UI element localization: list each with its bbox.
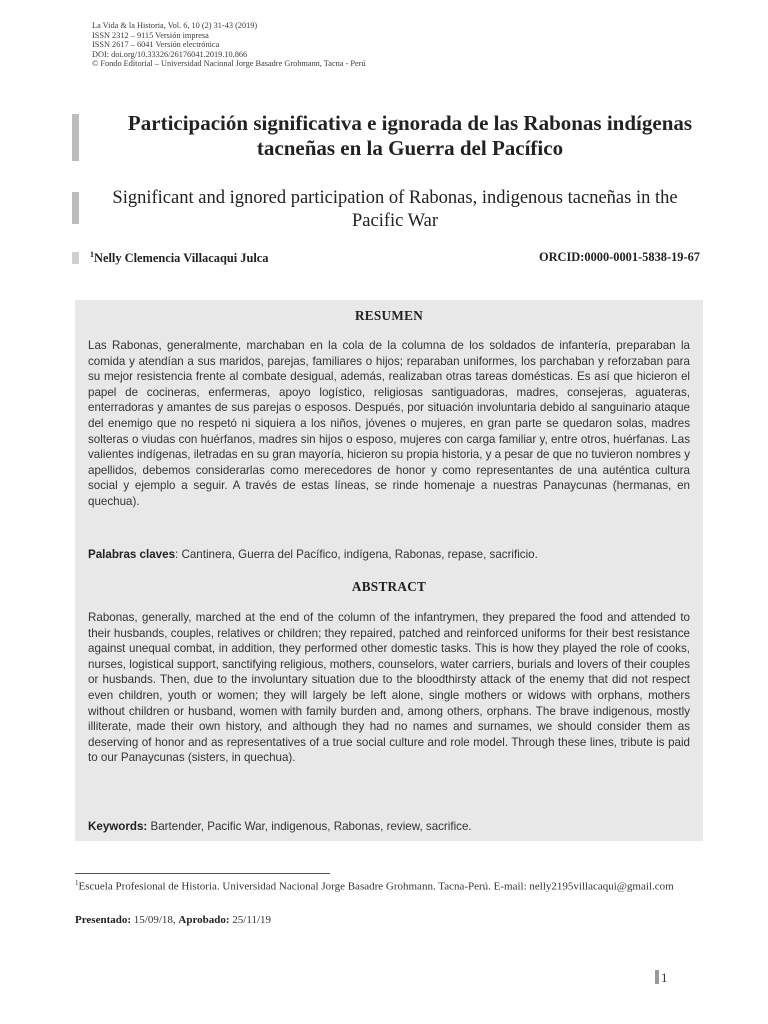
presented-label: Presentado: [75, 914, 132, 926]
page-number-block [655, 970, 668, 988]
page-number: 1 [661, 970, 668, 985]
resumen-keywords-list: : Cantinera, Guerra del Pacífico, indígena, Rabonas, repase, sacrificio. [175, 548, 538, 561]
abstract-box [75, 300, 703, 841]
abstract-heading: ABSTRACT [351, 579, 427, 594]
footnote [75, 877, 695, 894]
approved-date: 25/11/19 [229, 914, 272, 926]
footnote-text: Escuela Profesional de Historia. Universidad Nacional Jorge Basadre Grohmann. Tacna-Perú. E-mail: nelly2195villacaqui@gmail.com [78, 880, 674, 893]
resumen-heading: RESUMEN [354, 308, 424, 323]
page-number-mark [655, 970, 659, 984]
abstract-keywords-label: Keywords: [88, 820, 148, 833]
issn-electronic: ISSN 2617 – 6041 Versión electrónica [92, 40, 220, 50]
title-es-accent-bar [72, 114, 79, 161]
footnote-marker: 1 [75, 879, 79, 887]
abstract-keywords-list: Bartender, Pacific War, indigenous, Rabonas, review, sacrifice. [147, 820, 472, 833]
author-name: Nelly Clemencia Villacaqui Julca [94, 251, 269, 266]
abstract-text: Rabonas, generally, marched at the end of the column of the infantrymen, they prepared the food and attended to their husbands, couples, relatives or children; they repaired, patched and reinforced uniforms for their best resistance against unequal combat, in addition, they performed other domestic tasks. This is how they played the role of cooks, nurses, logistical support, sanctifying religious, mothers, counselors, water carriers, burials and lovers of their couples or husbands. Then, due to the involuntary situation due to the bloodthirsty attack of the enemy that did not respect even children, youth or women; they will largely be left alone, single mothers or widows with orphans, mothers without children or husband, women with family burden and, among others, orphans. The brave indigenous, mostly illiterate, made their own history, and although they had no names and surnames, we should consider them as deserving of honor and as representatives of a true social culture and role model. Through these lines, tribute is paid to our Panaycunas (sisters, in quechua). [88, 611, 690, 765]
title-english: Significant and ignored participation of Rabonas, indigenous tacneñas in the Pacific War [112, 188, 678, 231]
author-footnote-marker: 1 [90, 250, 94, 259]
title-spanish: Participación significativa e ignorada de las Rabonas indígenas tacneñas en la Guerra del Pacífico [127, 111, 693, 160]
approved-label: Aprobado: [178, 914, 230, 926]
author-name-block [90, 250, 269, 266]
resumen-text: Las Rabonas, generalmente, marchaban en la cola de la columna de los soldados de infantería, preparaban la comida y atendían a sus maridos, parejas, familiares o hijos; reparaban uniformes, los parchaban y reforzaban para su mejor resistencia frente al combate desigual, además, realizaban otras tareas domésticas. Es así que hicieron el papel de cocineras, enfermeras, apoyo logístico, religiosas santiguadoras, madres, consejeras, aguateras, enterradoras y amantes de sus parejas o esposos. Después, por situación involuntaria debido al sanguinario ataque del enemigo que no respetó ni siquiera a los niños, jóvenes o mujeres, en gran parte se quedaron solas, madres solteras o viudas con huérfanos, madres sin hijos o esposo, mujeres con carga familiar y, entre otros, huérfanas. Las valientes indígenas, iletradas en su gran mayoría, hicieron su propia historia, y a pesar de que no tuvieron nombres y apellidos, debemos considerarlas como merecedores de honor y como representantes de una auténtica cultura social y ejemplo a seguir. A través de estas líneas, se rinde homenaje a nuestras Panaycunas (hermanas, en quechua). [88, 339, 690, 508]
presented-date: 15/09/18, [131, 914, 179, 926]
publisher-line: © Fondo Editorial – Universidad Nacional Jorge Basadre Grohmann, Tacna - Perú [92, 59, 366, 69]
resumen-keywords [88, 547, 690, 563]
doi-line: DOI: doi.org/10.33326/26176041.2019.10.866 [92, 49, 248, 59]
author-row [90, 250, 700, 268]
journal-citation: La Vida & la Historia, Vol. 6, 10 (2) 31-43 (2019) [92, 21, 258, 30]
issn-print: ISSN 2312 – 9115 Versión impresa [92, 30, 209, 40]
journal-header [92, 21, 366, 69]
abstract-keywords [88, 819, 690, 835]
resumen-keywords-label: Palabras claves [88, 548, 176, 561]
submission-dates [75, 914, 271, 926]
title-en-accent-bar [72, 192, 79, 224]
footnote-divider [75, 873, 330, 874]
author-accent-bar [72, 252, 79, 264]
orcid: ORCID:0000-0001-5838-19-67 [538, 250, 700, 264]
